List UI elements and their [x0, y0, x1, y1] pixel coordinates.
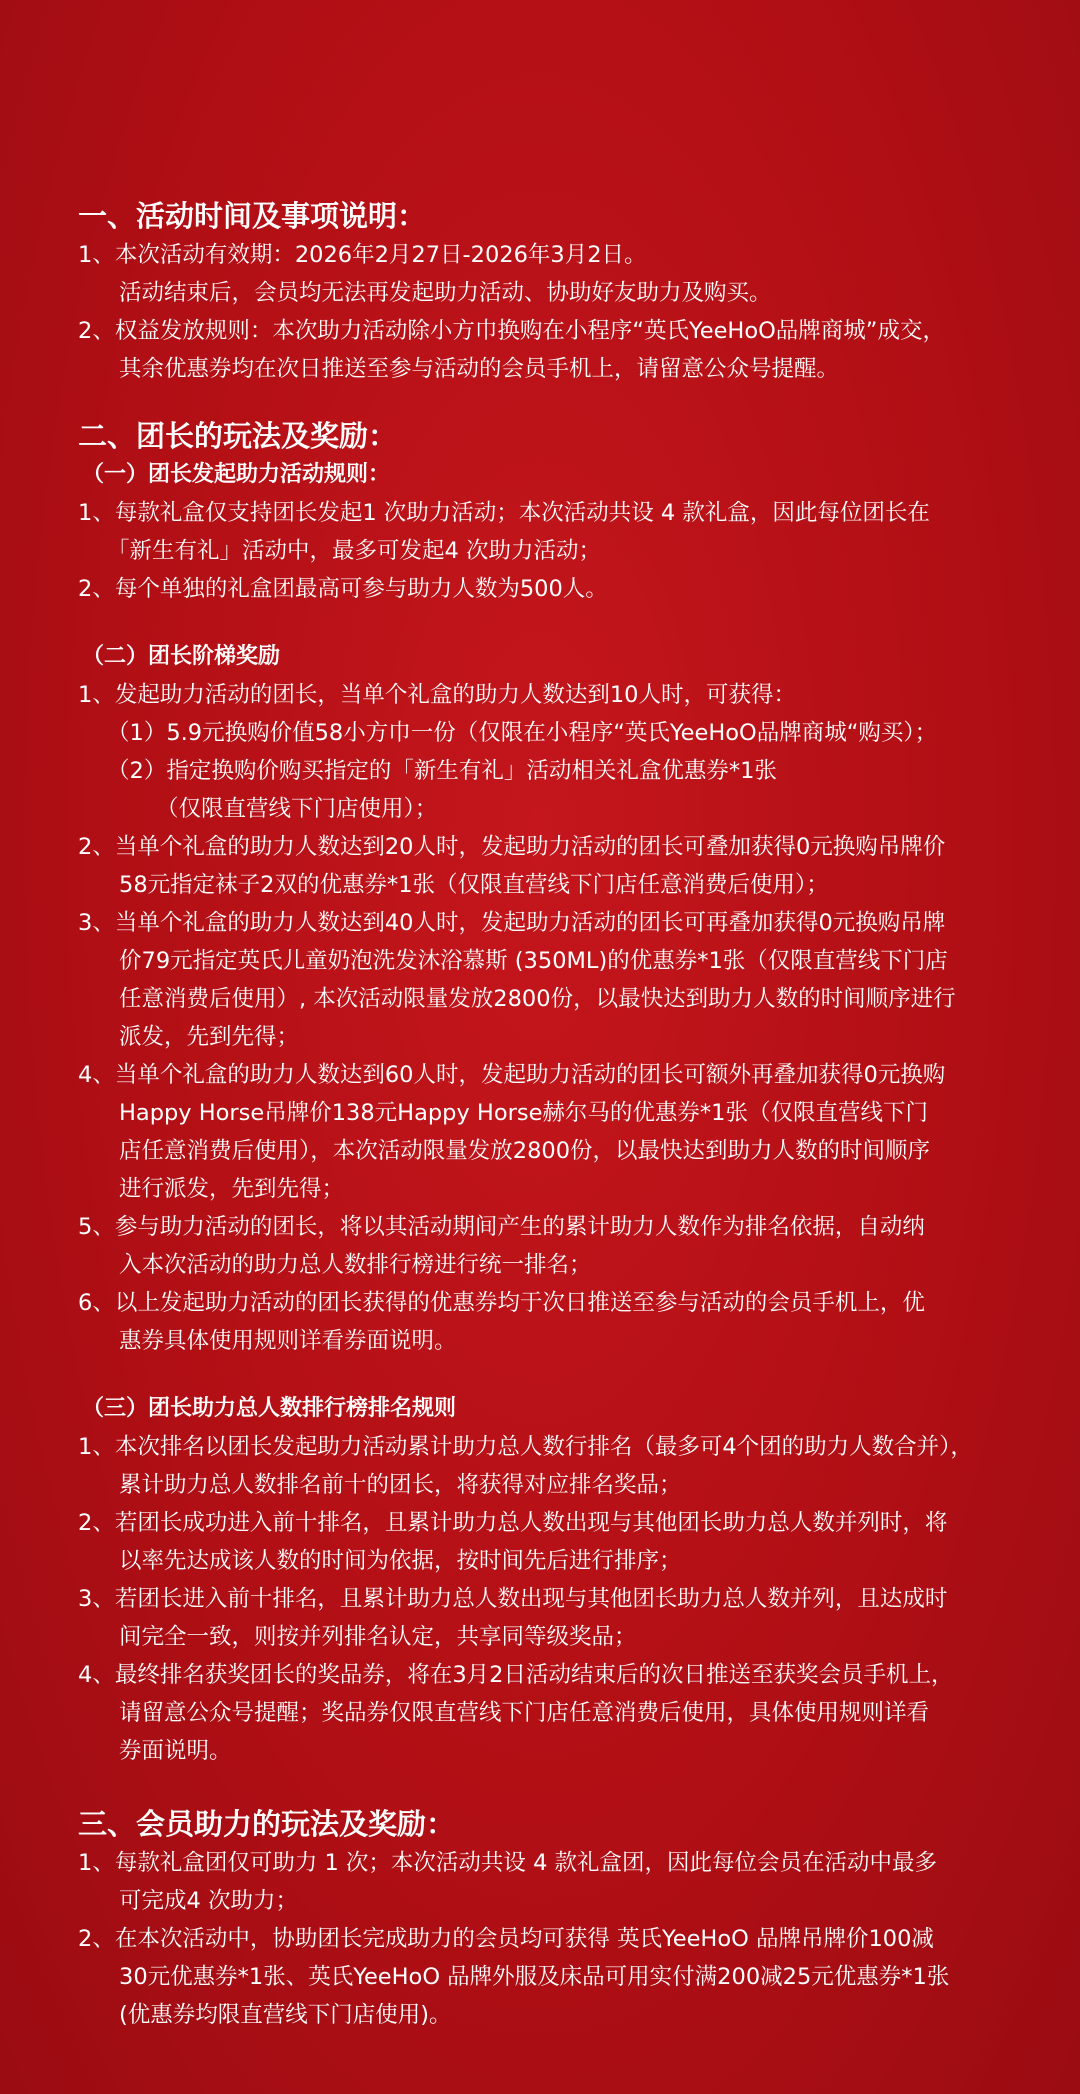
rule-line: 1、本次活动有效期：2026年2月27日-2026年3月2日。: [78, 242, 647, 268]
rule-line: 可完成4 次助力；: [119, 1888, 298, 1914]
rule-line: 1、发起助力活动的团长，当单个礼盒的助力人数达到10人时，可获得：: [78, 682, 796, 708]
rule-line: 派发，先到先得；: [119, 1024, 300, 1050]
subsection-heading: （一）团长发起助力活动规则：: [82, 462, 391, 487]
rule-line: 券面说明。: [119, 1738, 232, 1764]
rule-line: 3、当单个礼盒的助力人数达到40人时，发起助力活动的团长可再叠加获得0元换购吊牌: [78, 910, 946, 936]
rule-line: 累计助力总人数排名前十的团长，将获得对应排名奖品；: [119, 1472, 682, 1498]
rule-line: 30元优惠券*1张、英氏YeeHoO 品牌外服及床品可用实付满200减25元优惠券*1张: [119, 1964, 950, 1990]
rule-line: 2、权益发放规则：本次助力活动除小方巾换购在小程序“英氏YeeHoO品牌商城”成交，: [78, 318, 945, 344]
rule-line: 2、若团长成功进入前十排名，且累计助力总人数出现与其他团长助力总人数并列时，将: [78, 1510, 948, 1536]
section-member-rules: [78, 1804, 1038, 2034]
rule-line: 请留意公众号提醒；奖品券仅限直营线下门店任意消费后使用，具体使用规则详看: [119, 1700, 930, 1726]
rule-line: 2、在本次活动中，协助团长完成助力的会员均可获得 英氏YeeHoO 品牌吊牌价100减: [78, 1926, 934, 1952]
rule-line: 其余优惠券均在次日推送至参与活动的会员手机上，请留意公众号提醒。: [119, 356, 840, 382]
rule-line: 进行派发，先到先得；: [119, 1176, 345, 1202]
rule-line: 3、若团长进入前十排名，且累计助力总人数出现与其他团长助力总人数并列，且达成时: [78, 1586, 948, 1612]
rule-line: 4、当单个礼盒的助力人数达到60人时，发起助力活动的团长可额外再叠加获得0元换购: [78, 1062, 946, 1088]
rule-line: （仅限直营线下门店使用）；: [156, 796, 438, 822]
rules-content: [78, 196, 1038, 2034]
rule-line: （1）5.9元换购价值58小方巾一份（仅限在小程序“英氏YeeHoO品牌商城“购买）；: [107, 720, 938, 746]
rule-line: （2）指定换购价购买指定的「新生有礼」活动相关礼盒优惠券*1张: [107, 758, 777, 784]
rule-line: 店任意消费后使用），本次活动限量发放2800份，以最快达到助力人数的时间顺序: [119, 1138, 931, 1164]
rule-line: 2、每个单独的礼盒团最高可参与助力人数为500人。: [78, 576, 608, 602]
rule-line: 2、当单个礼盒的助力人数达到20人时，发起助力活动的团长可叠加获得0元换购吊牌价: [78, 834, 946, 860]
rule-line: 任意消费后使用）, 本次活动限量发放2800份，以最快达到助力人数的时间顺序进行: [119, 986, 956, 1012]
rule-line: 「新生有礼」活动中，最多可发起4 次助力活动；: [107, 538, 601, 564]
subsection-heading: （三）团长助力总人数排行榜排名规则: [82, 1396, 457, 1421]
section-heading: 三、会员助力的玩法及奖励：: [78, 1807, 456, 1841]
rule-line: 惠券具体使用规则详看券面说明。: [119, 1328, 457, 1354]
rule-line: 1、每款礼盒团仅可助力 1 次；本次活动共设 4 款礼盒团，因此每位会员在活动中最多: [78, 1850, 938, 1876]
section-activity-time: [78, 196, 1038, 388]
rule-line: 6、以上发起助力活动的团长获得的优惠券均于次日推送至参与活动的会员手机上，优: [78, 1290, 925, 1316]
rule-line: 间完全一致，则按并列排名认定，共享同等级奖品；: [119, 1624, 637, 1650]
section-heading: 二、团长的玩法及奖励：: [78, 419, 398, 453]
rule-line: 以率先达成该人数的时间为依据，按时间先后进行排序；: [119, 1548, 682, 1574]
rule-line: 1、每款礼盒仅支持团长发起1 次助力活动；本次活动共设 4 款礼盒，因此每位团长在: [78, 500, 930, 526]
rule-line: 5、参与助力活动的团长，将以其活动期间产生的累计助力人数作为排名依据，自动纳: [78, 1214, 925, 1240]
rule-line: 活动结束后，会员均无法再发起助力活动、协助好友助力及购买。: [119, 280, 772, 306]
rule-line: (优惠券均限直营线下门店使用)。: [119, 2002, 452, 2028]
rule-line: Happy Horse吊牌价138元Happy Horse赫尔马的优惠券*1张（仅限直营线下门: [119, 1100, 928, 1126]
rule-line: 入本次活动的助力总人数排行榜进行统一排名；: [119, 1252, 592, 1278]
rule-line: 58元指定袜子2双的优惠券*1张（仅限直营线下门店任意消费后使用）；: [119, 872, 829, 898]
section-leader-rules: [78, 416, 1038, 1770]
rule-line: 1、本次排名以团长发起助力活动累计助力总人数行排名（最多可4个团的助力人数合并），: [78, 1434, 973, 1460]
rule-line: 价79元指定英氏儿童奶泡洗发沐浴慕斯 (350ML)的优惠券*1张（仅限直营线下门店: [119, 948, 948, 974]
subsection-heading: （二）团长阶梯奖励: [82, 644, 281, 669]
rule-line: 4、最终排名获奖团长的奖品券，将在3月2日活动结束后的次日推送至获奖会员手机上，: [78, 1662, 954, 1688]
section-heading: 一、活动时间及事项说明：: [78, 199, 427, 233]
